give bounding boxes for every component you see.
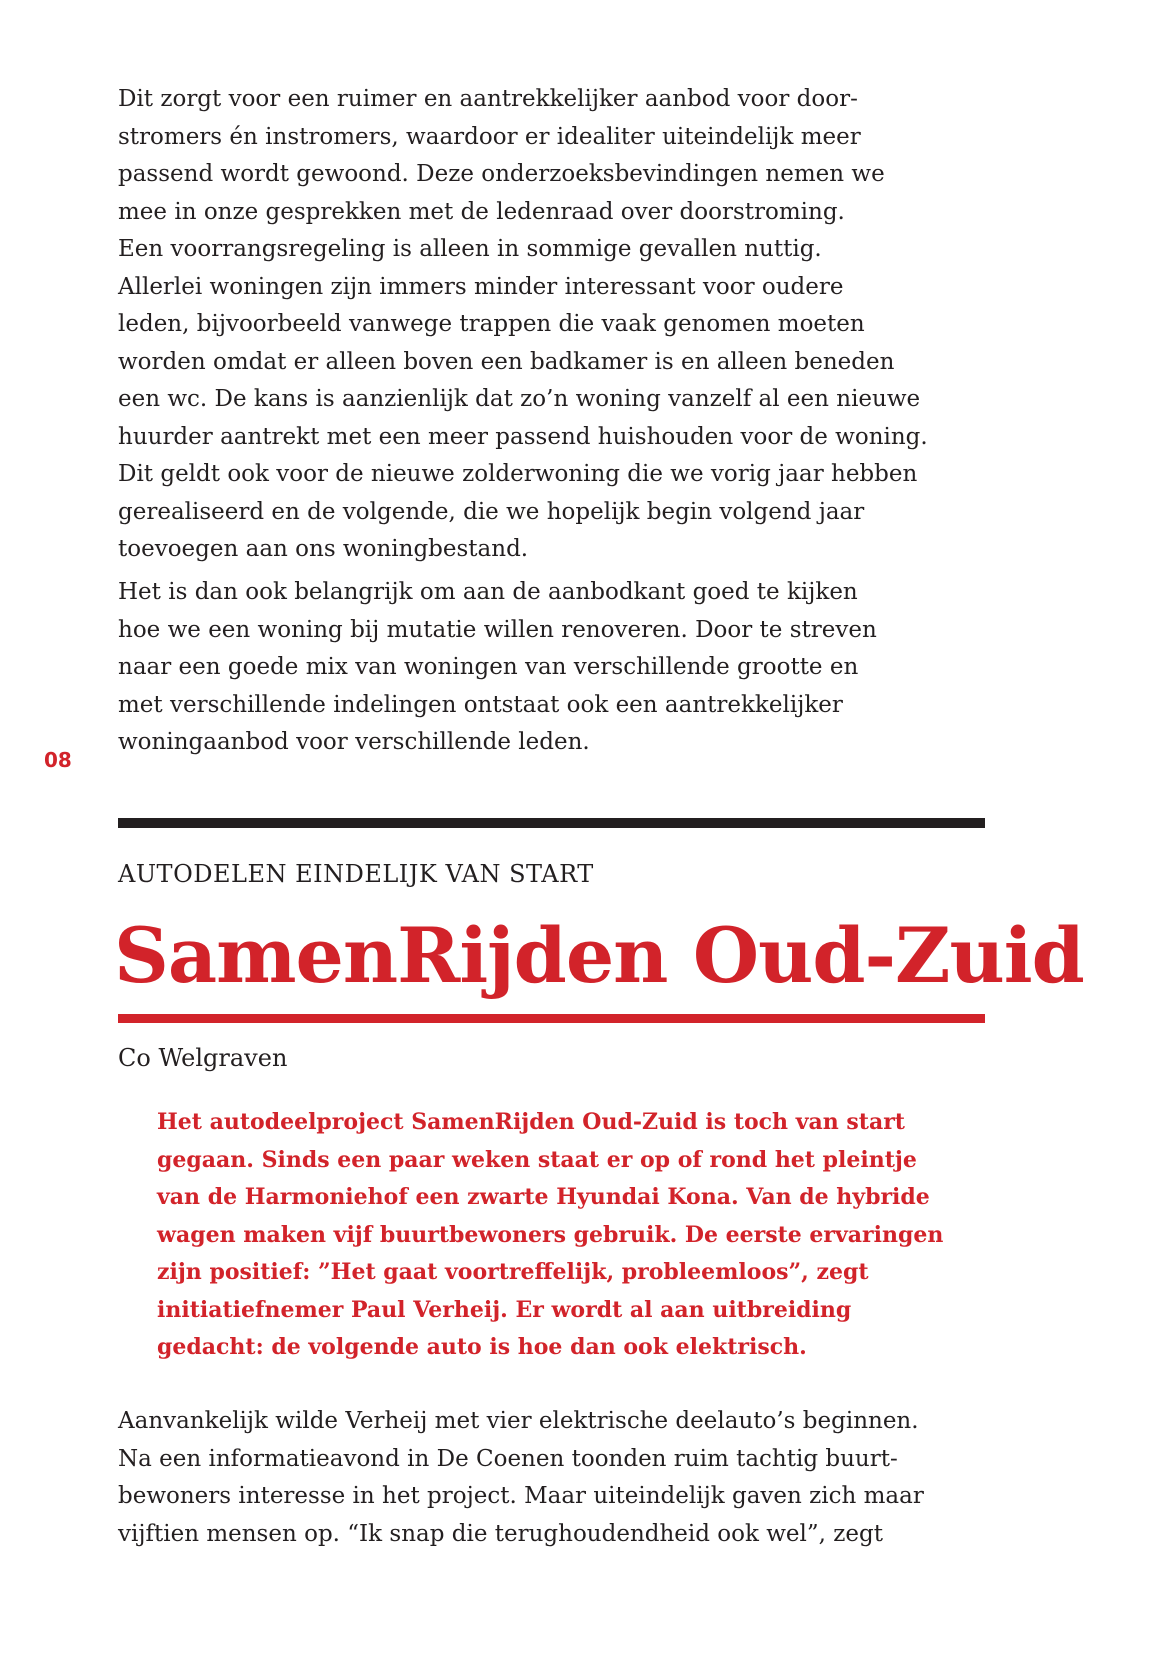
text-line: hoe we een woning bij mutatie willen renoveren. Door te streven [118, 616, 877, 643]
text-line: Een voorrangsregeling is alleen in sommige gevallen nuttig. [118, 236, 822, 262]
intro-paragraph-2 [118, 574, 877, 762]
intro-paragraph-1 [118, 81, 928, 569]
text-line: leden, bijvoorbeeld vanwege trappen die vaak genomen moeten [118, 311, 865, 337]
text-line: gerealiseerd en de volgende, die we hopelijk begin volgend jaar [118, 498, 865, 525]
text-line: met verschillende indelingen ontstaat ook een aantrekkelijker [118, 691, 843, 718]
title-underline [118, 1014, 985, 1023]
text-line: gegaan. Sinds een paar weken staat er op of rond het pleintje [157, 1146, 917, 1173]
text-line: toevoegen aan ons woningbestand. [118, 536, 529, 562]
article-body [118, 1403, 924, 1553]
text-line: Dit geldt ook voor de nieuwe zolderwoning die we vorig jaar hebben [118, 461, 918, 487]
text-line: naar een goede mix van woningen van verschillende grootte en [118, 654, 859, 680]
article-kicker: AUTODELEN EINDELIJK VAN START [118, 860, 594, 888]
article-lead [157, 1104, 943, 1367]
text-line: initiatiefnemer Paul Verheij. Er wordt al aan uitbreiding [157, 1296, 852, 1323]
text-line: Aanvankelijk wilde Verheij met vier elektrische deelauto’s beginnen. [118, 1408, 919, 1434]
text-line: van de Harmoniehof een zwarte Hyundai Kona. Van de hybride [157, 1184, 930, 1210]
text-line: Het autodeelproject SamenRijden Oud-Zuid is toch van start [157, 1109, 905, 1135]
text-line: Dit zorgt voor een ruimer en aantrekkelijker aanbod voor door- [118, 86, 858, 112]
text-line: vijftien mensen op. “Ik snap die terughoudendheid ook wel”, zegt [118, 1520, 883, 1547]
text-line: bewoners interesse in het project. Maar uiteindelijk gaven zich maar [118, 1483, 924, 1509]
text-line: Na een informatieavond in De Coenen toonden ruim tachtig buurt- [118, 1445, 898, 1472]
text-line: passend wordt gewoond. Deze onderzoeksbevindingen nemen we [118, 161, 885, 187]
text-line: zijn positief: ”Het gaat voortreffelijk, probleemloos”, zegt [157, 1259, 869, 1285]
article-author: Co Welgraven [118, 1044, 288, 1072]
text-line: woningaanbod voor verschillende leden. [118, 729, 590, 755]
text-line: stromers én instromers, waardoor er idealiter uiteindelijk meer [118, 123, 861, 150]
text-line: wagen maken vijf buurtbewoners gebruik. De eerste ervaringen [157, 1221, 944, 1248]
text-line: worden omdat er alleen boven een badkamer is en alleen beneden [118, 348, 895, 375]
text-line: Het is dan ook belangrijk om aan de aanbodkant goed te kijken [118, 579, 858, 605]
text-line: huurder aantrekt met een meer passend huishouden voor de woning. [118, 423, 928, 450]
text-line: Allerlei woningen zijn immers minder interessant voor oudere [118, 273, 844, 300]
text-line: mee in onze gesprekken met de ledenraad over doorstroming. [118, 198, 845, 225]
text-line: gedacht: de volgende auto is hoe dan ook elektrisch. [157, 1334, 807, 1360]
text-line: een wc. De kans is aanzienlijk dat zo’n woning vanzelf al een nieuwe [118, 386, 921, 412]
page-number: 08 [44, 748, 72, 772]
article-title: SamenRijden Oud-Zuid [114, 911, 1084, 1000]
section-divider [118, 818, 985, 828]
